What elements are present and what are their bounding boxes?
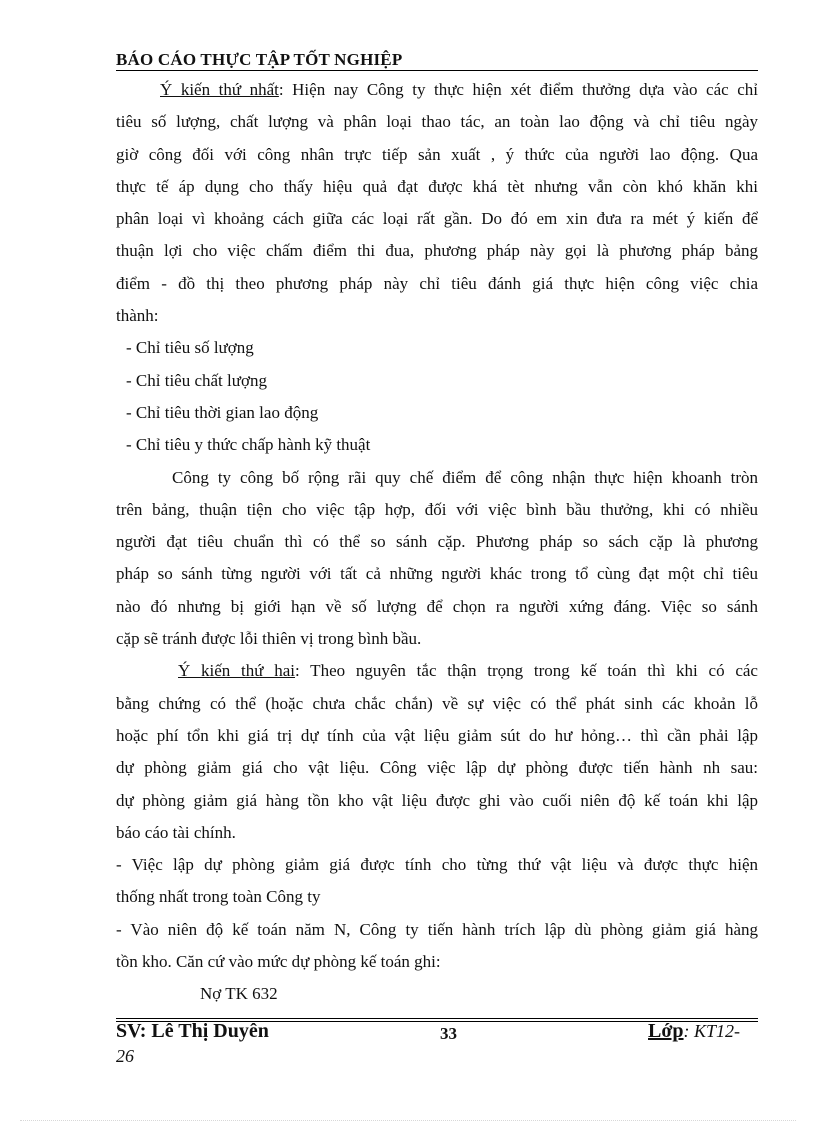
header-rule [116,70,758,71]
bullet-item: - Chỉ tiêu chất lượng [126,370,267,390]
paragraph-2-last-line: cặp sẽ tránh được lỗi thiên vị trong bình bầu. [116,629,422,649]
bullet-item: - Chỉ tiêu y thức chấp hành kỹ thuật [126,435,371,455]
paragraph-3-line: dự phòng giảm giá cho vật liệu. Công việc lập dự phòng được tiến hành nh sau: [116,758,758,778]
paragraph-1-line: thực tế áp dụng cho thấy hiệu quả đạt được khá tèt nhưng vẫn còn khó khăn khi [116,176,758,196]
class-label: Lớp [648,1020,684,1042]
page-bottom-border [20,1120,796,1122]
class-value: : KT12- [683,1021,741,1041]
paragraph-2-line: nào đó nhưng bị giới hạn về số lượng để chọn ra người xứng đáng. Việc so sánh [116,596,758,616]
paragraph-1-line: giờ công đối với công nhân trực tiếp sản xuất , ý thức của người lao động. Qua [116,144,758,164]
footer-rule-top [116,1018,758,1019]
paragraph-3-line: bằng chứng có thể (hoặc chưa chắc chắn) về sự việc có thể phát sinh các khoản lỗ [116,693,758,713]
opinion-1-text: : Hiện nay Công ty thực hiện xét điểm thưởng dựa vào các chỉ [278,80,758,99]
accounting-entry: Nợ TK 632 [200,984,278,1004]
paragraph-2-line: pháp so sánh từng người với tất cả những người khác trong tổ cùng đạt một chỉ tiêu [116,564,758,584]
document-body [116,74,758,1011]
paragraph-2-line: người đạt tiêu chuẩn thì có thể so sánh cặp. Phương pháp so sách cặp là phương [116,532,758,552]
paragraph-2-first-line: Công ty công bố rộng rãi quy chế điểm để công nhận thực hiện khoanh tròn [172,467,758,487]
paragraph-5-last-line: tồn kho. Căn cứ vào mức dự phòng kế toán ghi: [116,952,441,972]
paragraph-3-line: dự phòng giảm giá hàng tồn kho vật liệu được ghi vào cuối niên độ kế toán khi lập [116,790,758,810]
bullet-item: - Chỉ tiêu thời gian lao động [126,402,319,422]
paragraph-3-line: hoặc phí tổn khi giá trị dự tính của vật liệu giảm sút do hư hỏng… thì cần phải lập [116,725,758,745]
paragraph-3-line-1 [116,655,758,687]
paragraph-1-last-line: thành: [116,306,159,326]
student-name: SV: Lê Thị Duyên [116,1020,269,1042]
paragraph-3-last-line: báo cáo tài chính. [116,822,236,842]
report-header-title: BÁO CÁO THỰC TẬP TỐT NGHIỆP [116,50,403,69]
class-value-continuation: 26 [116,1046,134,1066]
bullet-item: - Chỉ tiêu số lượng [126,338,254,358]
opinion-1-label: Ý kiến thứ nhất [160,80,279,99]
page-number: 33 [440,1024,457,1043]
opinion-2-text: : Theo nguyên tắc thận trọng trong kế toán thì khi có các [295,661,758,681]
paragraph-1-line: phân loại vì khoảng cách giữa các loại rất gần. Do đó em xin đưa ra mét ý kiến để [116,209,758,229]
paragraph-4-first-line: - Việc lập dự phòng giảm giá được tính cho từng thứ vật liệu và được thực hiện [116,855,758,875]
class-info [648,1020,740,1043]
paragraph-5-first-line: - Vào niên độ kế toán năm N, Công ty tiến hành trích lập dù phòng giảm giá hàng [116,919,758,939]
paragraph-4-last-line: thống nhất trong toàn Công ty [116,887,321,907]
paragraph-1-line: tiêu số lượng, chất lượng và phân loại thao tác, an toàn lao động và chỉ tiêu ngày [116,112,758,132]
paragraph-1-line-1 [116,74,758,106]
opinion-2-label: Ý kiến thứ hai [178,661,296,681]
paragraph-1-line: điểm - đồ thị theo phương pháp này chỉ tiêu đánh giá thực hiện công việc chia [116,273,758,293]
paragraph-2-line: trên bảng, thuận tiện cho việc tập hợp, đối với việc bình bầu thưởng, khi có nhiều [116,499,758,519]
paragraph-1-line: thuận lợi cho việc chấm điểm thi đua, phương pháp này gọi là phương pháp bảng [116,241,758,261]
